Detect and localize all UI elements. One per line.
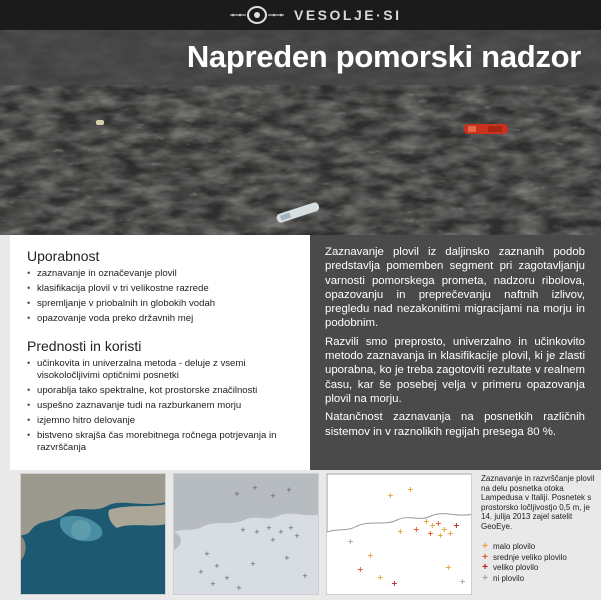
svg-text:+: + [427,529,434,538]
hero-satellite-image [0,30,601,235]
plus-marker-icon: + [482,572,488,584]
svg-text:+: + [357,565,364,574]
list-item: • zaznavanje in označevanje plovil [27,268,302,280]
orbit-logo-icon [228,5,286,25]
uses-heading: Uporabnost [27,248,100,264]
legend-label: srednje veliko plovilo [493,552,567,562]
features-panel [10,235,310,470]
svg-text:+: + [367,551,374,560]
map-legend [481,542,599,584]
svg-text:+: + [270,492,276,500]
description-paragraph: Razvili smo preprosto, univerzalno in učinkovito metodo zaznavanja in klasifikacije plovil, ki je zlasti uporabna, ko je treba zagotoviti rezultate v realnem času, kar še posebej velja v primeru opazovanja plovil na morju. [325,335,585,405]
advantages-section [27,338,302,457]
logo[interactable] [228,5,401,25]
svg-text:+: + [429,521,436,530]
svg-text:+: + [204,550,210,558]
list-item: • izjemno hitro delovanje [27,415,302,427]
svg-text:+: + [270,536,276,544]
advantages-heading: Prednosti in koristi [27,338,142,354]
small-boat-icon [96,120,104,125]
svg-text:+: + [302,572,308,580]
legend-label: veliko plovilo [493,563,539,572]
detections-map-thumbnail [173,473,319,595]
svg-text:+: + [377,573,384,582]
list-item: • bistveno skrajša čas morebitnega ročnega potrjevanja in razvrščanja [27,430,302,454]
legend-item [481,542,599,553]
description-paragraph: Zaznavanje plovil iz daljinsko zaznanih podob predstavlja pomemben segment pri zagotavljanju varnosti pomorskega prometa, nadzoru ribolova, opazovanju in preprečevanju naftnih izlivov, pregledu nad nezakonitimi migracijami na morju in podobnim. [325,246,585,330]
top-bar [0,0,601,30]
svg-text:+: + [423,517,430,526]
uses-list [27,268,302,325]
classification-map-thumbnail [326,473,472,595]
svg-text:+: + [278,528,284,536]
list-item: • uporablja tako spektralne, kot prostorske značilnosti [27,385,302,397]
list-item: • učinkovita in univerzalna metoda - deluje z vsemi visokoločljivimi optičnimi posnetki [27,358,302,382]
legend-label: malo plovilo [493,542,536,551]
page-title: Napreden pomorski nadzor [186,39,581,74]
svg-text:+: + [266,524,272,532]
svg-text:+: + [240,526,246,534]
svg-text:+: + [284,554,290,562]
list-item: • uspešno zaznavanje tudi na razburkanem morju [27,400,302,412]
advantages-list [27,358,302,454]
plus-marker-icon: + [482,562,488,573]
svg-text:+: + [294,532,300,540]
list-item: • opazovanje voda preko državnih mej [27,313,302,325]
example-figure [0,470,601,600]
legend-item [481,563,599,574]
svg-text:+: + [435,519,442,528]
svg-text:+: + [236,584,242,592]
svg-text:+: + [250,560,256,568]
svg-text:+: + [397,527,404,536]
legend-item [481,553,599,564]
list-item: • spremljanje v priobalnih in globokih vodah [27,298,302,310]
svg-text:+: + [391,579,398,588]
svg-text:+: + [347,537,354,546]
figure-caption: Zaznavanje in razvrščanje plovil na delu posnetka otoka Lampedusa v Italiji. Posnetek s prostorsko ločljivostjo 0,5 m, je 14. julija 2013 zajel satelit GeoEye. [481,474,595,531]
svg-text:+: + [252,484,258,492]
svg-text:+: + [210,580,216,588]
satellite-map-thumbnail [20,473,166,595]
svg-text:+: + [234,490,240,498]
svg-text:+: + [459,577,466,586]
uses-section [27,248,302,328]
list-item: • klasifikacija plovil v tri velikostne razrede [27,283,302,295]
svg-text:+: + [453,521,460,530]
svg-text:+: + [214,562,220,570]
description-paragraph: Natančnost zaznavanja na posnetkih različnih sistemov in v raznolikih regijah presega 80 %. [325,411,585,438]
svg-text:+: + [437,531,444,540]
svg-text:+: + [198,568,204,576]
svg-text:+: + [286,486,292,494]
svg-text:+: + [445,563,452,572]
plus-marker-icon: + [482,551,488,563]
legend-label: ni plovilo [493,573,525,583]
plus-marker-icon: + [482,541,488,552]
description-panel [310,235,601,470]
legend-item [481,574,599,585]
svg-text:+: + [288,524,294,532]
svg-text:+: + [413,525,420,534]
svg-text:+: + [224,574,230,582]
svg-text:+: + [407,485,414,494]
svg-text:+: + [441,525,448,534]
svg-text:+: + [254,528,260,536]
brand-name: VESOLJE·SI [294,7,402,23]
svg-text:+: + [387,491,394,500]
svg-text:+: + [447,529,454,538]
